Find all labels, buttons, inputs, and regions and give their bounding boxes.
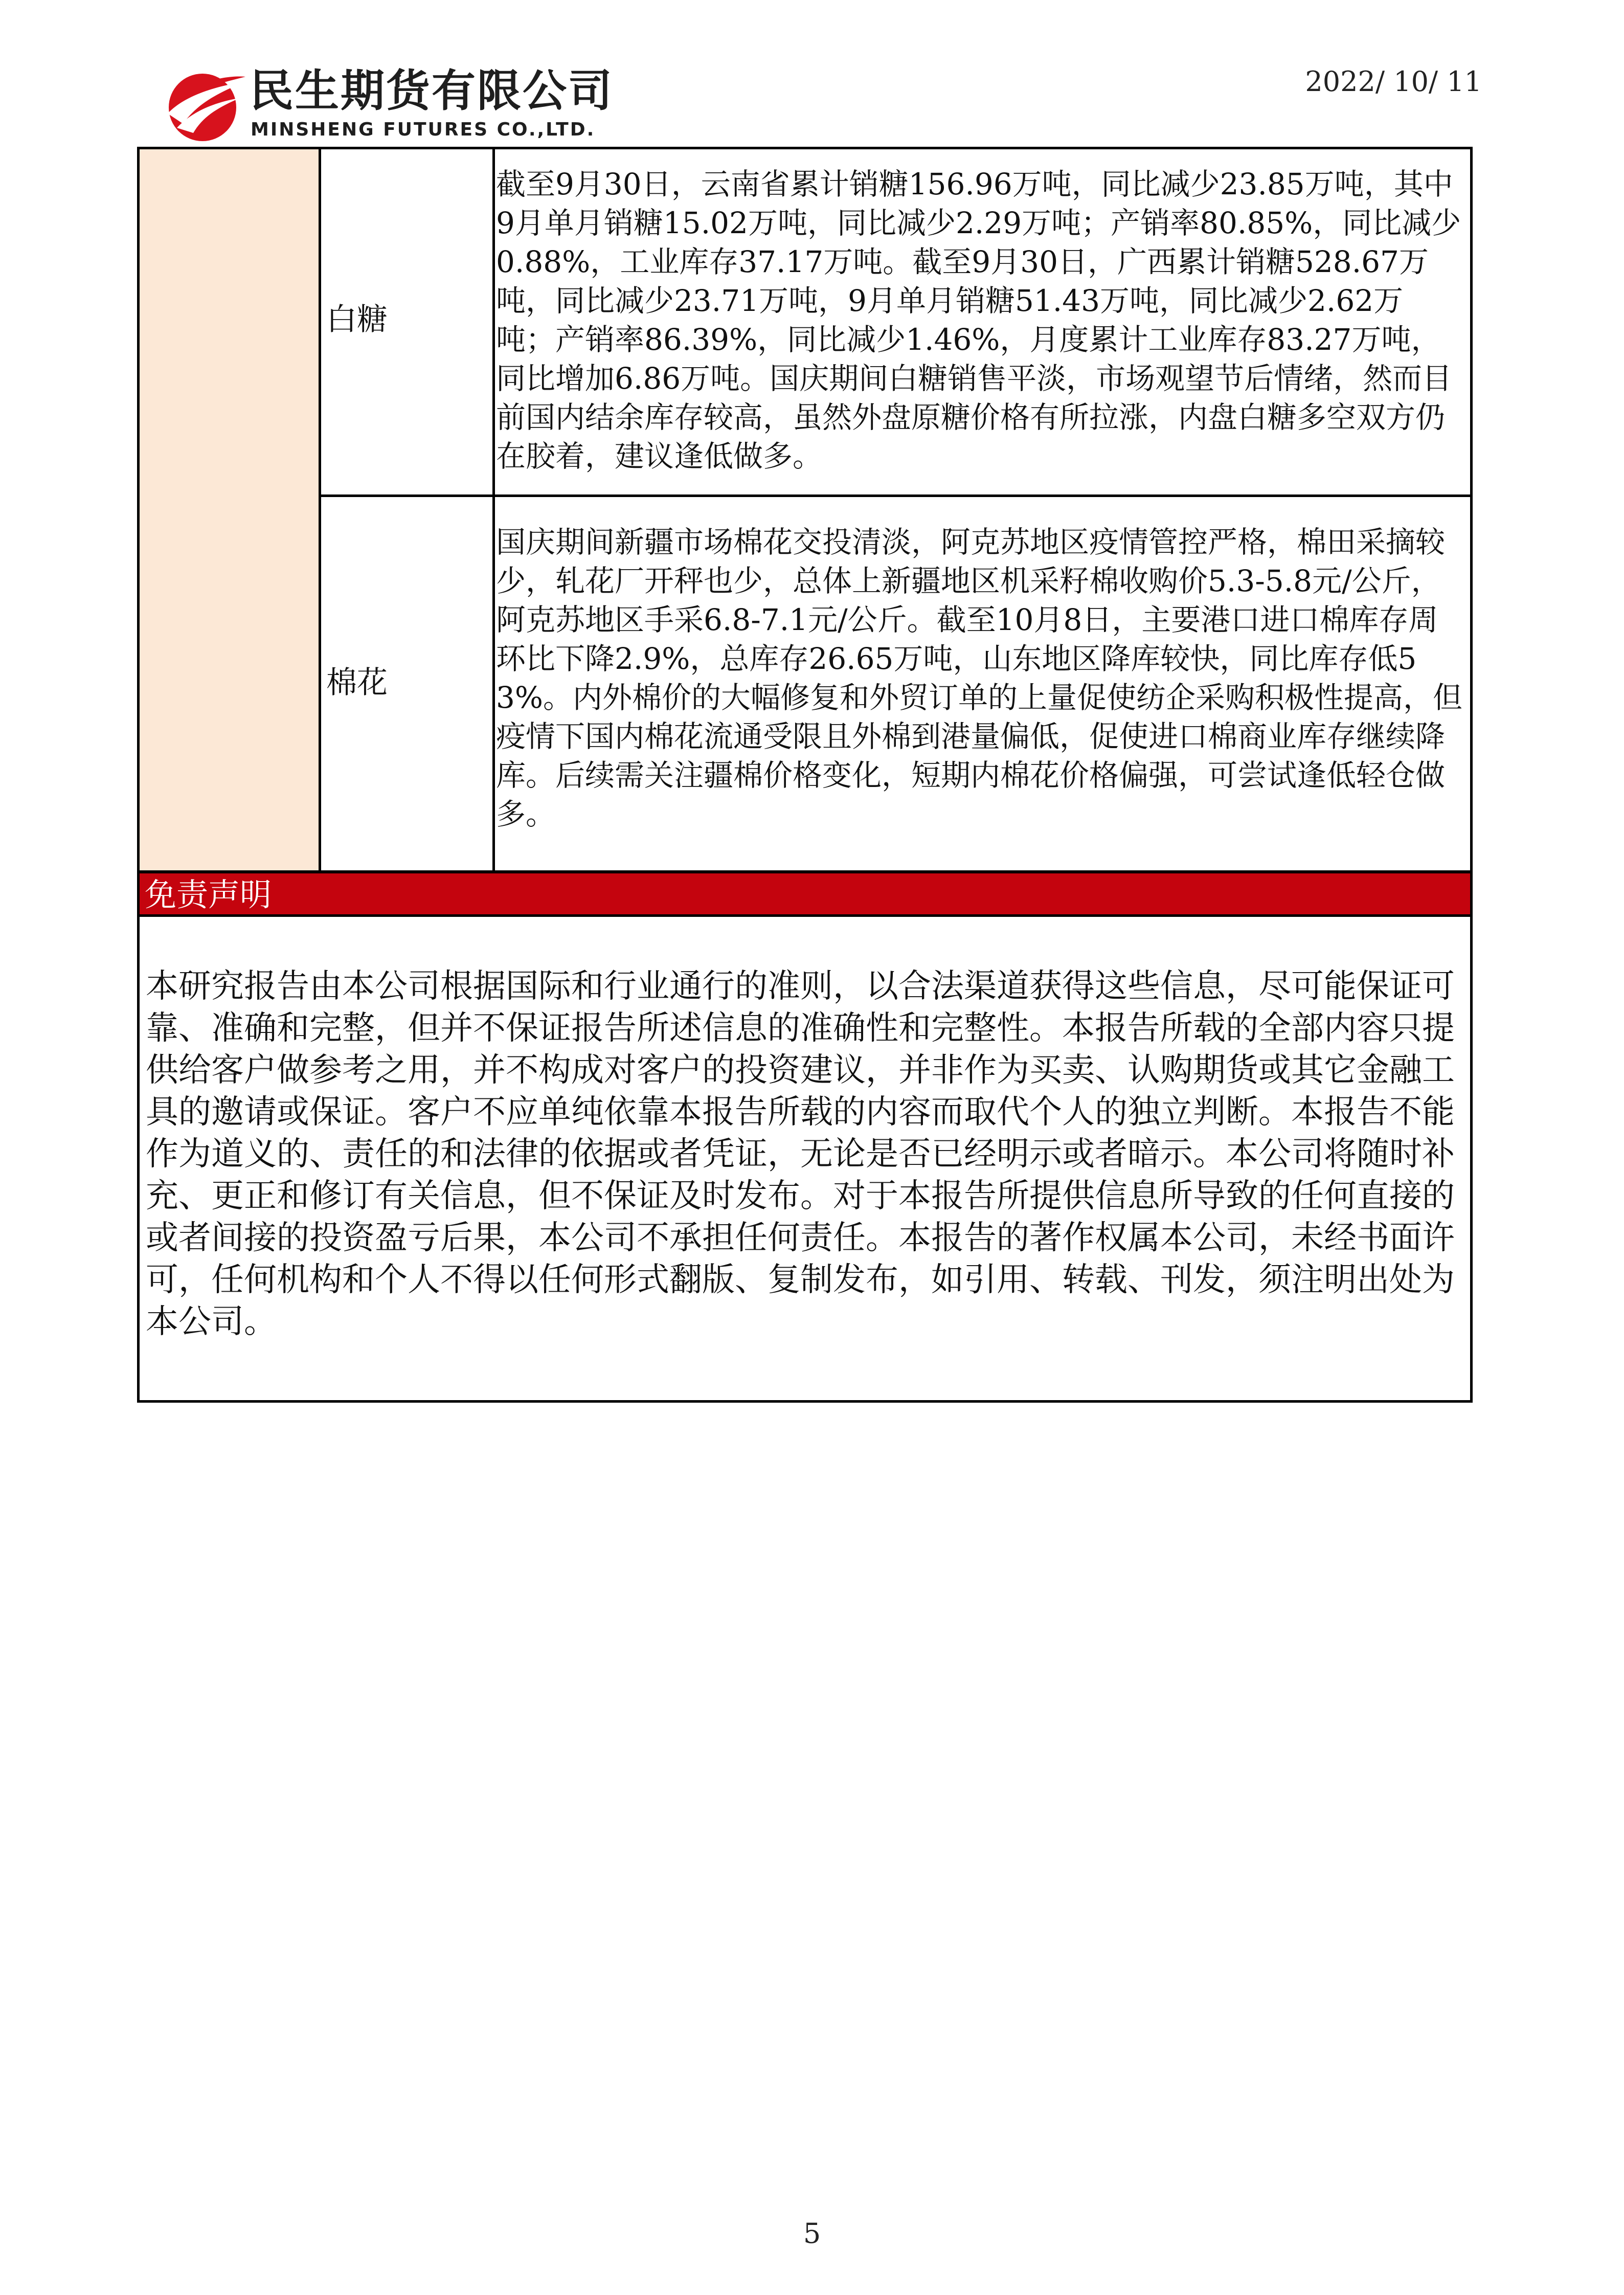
category-column: [140, 149, 321, 870]
commodity-name-cotton: 棉花: [326, 665, 388, 701]
disclaimer-box: [137, 914, 1473, 1403]
report-date: 2022/ 10/ 11: [1305, 65, 1482, 98]
company-name-en: MINSHENG FUTURES CO.,LTD.: [251, 119, 596, 140]
commodity-name-sugar: 白糖: [326, 302, 388, 338]
disclaimer-header-bar: [137, 871, 1473, 917]
company-logo: [163, 61, 653, 148]
disclaimer-text: 本研究报告由本公司根据国际和行业通行的准则，以合法渠道获得这些信息，尽可能保证可靠、准确和完整，但并不保证报告所述信息的准确性和完整性。本报告所载的全部内容只提供给客户做参考之用，并不构成对客户的投资建议，并非作为买卖、认购期货或其它金融工具的邀请或保证。客户不应单纯依靠本报告所载的内容而取代个人的独立判断。本报告不能作为道义的、责任的和法律的依据或者凭证，无论是否已经明示或者暗示。本公司将随时补充、更正和修订有关信息，但不保证及时发布。对于本报告所提供信息所导致的任何直接的或者间接的投资盈亏后果，本公司不承担任何责任。本报告的著作权属本公司，未经书面许可，任何机构和个人不得以任何形式翻版、复制发布，如引用、转载、刊发，须注明出处为本公司。: [146, 968, 1455, 1341]
minsheng-logo-icon: [163, 66, 247, 143]
company-name-cn: 民生期货有限公司: [250, 65, 614, 117]
page-number: 5: [803, 2217, 821, 2249]
disclaimer-title: 免责声明: [145, 876, 272, 913]
commodity-text-sugar: 截至9月30日，云南省累计销糖156.96万吨，同比减少23.85万吨，其中9月单月销糖15.02万吨，同比减少2.29万吨；产销率80.85%，同比减少0.88%，工业库存37.17万吨。截至9月30日，广西累计销糖528.67万吨，同比减少23.71万吨，9月单月销糖51.43万吨，同比减少2.62万吨；产销率86.39%，同比减少1.46%，月度累计工业库存83.27万吨，同比增加6.86万吨。国庆期间白糖销售平淡，市场观望节后情绪，然而目前国内结余库存较高，虽然外盘原糖价格有所拉涨，内盘白糖多空双方仍在胶着，建议逢低做多。: [496, 167, 1461, 474]
commodity-text-cotton: 国庆期间新疆市场棉花交投清淡，阿克苏地区疫情管控严格，棉田采摘较少，轧花厂开秤也少，总体上新疆地区机采籽棉收购价5.3-5.8元/公斤，阿克苏地区手采6.8-7.1元/公斤。截至10月8日，主要港口进口棉库存周环比下降2.9%，总库存26.65万吨，山东地区降库较快，同比库存低53%。内外棉价的大幅修复和外贸订单的上量促使纺企采购积极性提高，但疫情下国内棉花流通受限且外棉到港量偏低，促使进口棉商业库存继续降库。后续需关注疆棉价格变化，短期内棉花价格偏强，可尝试逢低轻仓做多。: [496, 525, 1463, 831]
